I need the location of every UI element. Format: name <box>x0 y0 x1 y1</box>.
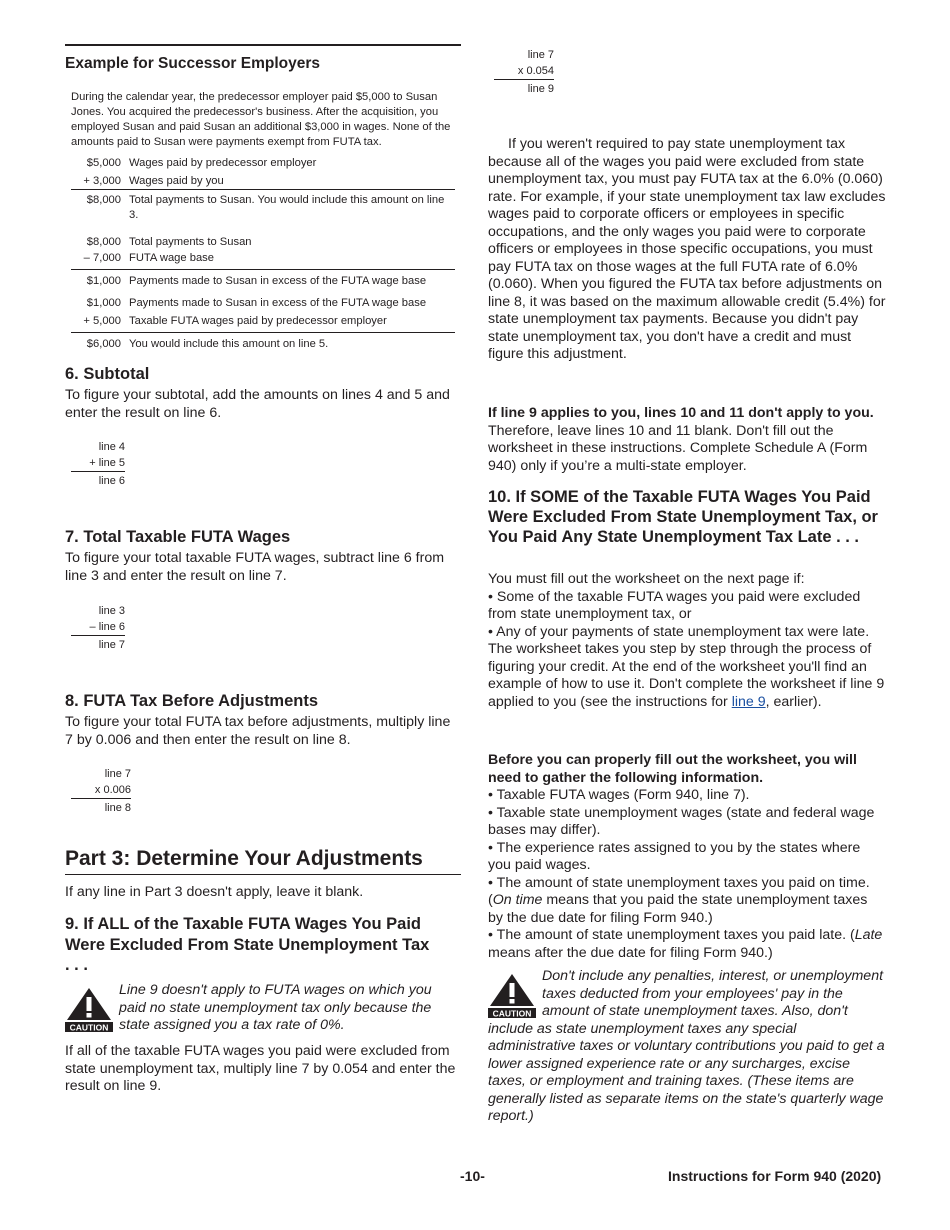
section-6-heading: 6. Subtotal <box>65 365 150 383</box>
list-item: • Taxable state unemployment wages (state and federal wage bases may differ). <box>488 804 875 838</box>
list-item: • Taxable FUTA wages (Form 940, line 7). <box>488 787 750 803</box>
section-9-body: If all of the taxable FUTA wages you paid were excluded from state unemployment tax, multiply line 7 by 0.054 and enter the result on line 9. <box>65 1043 456 1094</box>
section-7-calc: line 3 – line 6 line 7 <box>71 603 125 653</box>
section-10-body: You must fill out the worksheet on the next page if: • Some of the taxable FUTA wages you paid were excluded from state unemployment tax, or • Any of your payments of state unemployment tax were late. The worksheet takes you step by step through the process of figuring your credit. At the end of the worksheet you'll find an example of how to use it. Don't complete the worksheet if line 9 applied to you (see the instructions for line 9, earlier). <box>488 571 885 710</box>
section-10-gather: Before you can properly fill out the worksheet, you will need to gather the following information. <box>488 752 857 786</box>
section-8-body: To figure your total FUTA tax before adjustments, multiply line 7 by 0.006 and then enter the result on line 8. <box>65 714 451 748</box>
table-row: – 7,000 FUTA wage base <box>83 252 214 264</box>
svg-text:CAUTION: CAUTION <box>69 1022 109 1032</box>
example-title: Example for Successor Employers <box>65 55 321 72</box>
page-number: -10- <box>460 1168 485 1184</box>
list-item: • Any of your payments of state unemployment tax were late. <box>488 623 870 640</box>
section-8-calc: line 7 x 0.006 line 8 <box>71 766 131 816</box>
section-9-heading: 9. If ALL of the Taxable FUTA Wages You Paid Were Excluded From State Unemployment Tax . . . <box>65 915 430 974</box>
table-row: $1,000 Payments made to Susan in excess of the FUTA wage base <box>86 297 427 309</box>
section-10-caution-text: Don't include any penalties, interest, or unemployment taxes deducted from your employees' pay in the amount of state unemployment taxes. Also, don't include as state unemployment taxes any special administrative taxes or voluntary contributions you paid to get a lower assigned experience rate or any surcharges, excise taxes, or employment and training taxes. (These items are generally listed as separate items on the state's quarterly wage report.) <box>488 968 885 1124</box>
section-9-para: If you weren't required to pay state unemployment tax because all of the wages you paid were excluded from state unemployment tax, you must pay FUTA tax at the 6.0% (0.060) rate. For example, if your state unemployment tax law excludes wages paid to corporate officers or employees in specific occupations, and the only wages you paid were to corporate officers or employees in those specific occupations, you must pay FUTA tax on those wages at the full FUTA rate of 6.0% (0.060). When you figured the FUTA tax before adjustments on line 8, it was based on the maximum allowable credit (5.4%) for state unemployment tax payments. Because you didn't pay state unemployment tax, you don't have a credit and must figure this adjustment. <box>488 136 886 362</box>
example-table-2 <box>71 235 455 289</box>
table-row: $8,000 Total payments to Susan. You would include this amount on line 3. <box>71 189 455 223</box>
part-3-intro: If any line in Part 3 doesn't apply, leave it blank. <box>65 884 364 900</box>
table-row: $8,000 Total payments to Susan <box>86 236 252 248</box>
document-title: Instructions for Form 940 (2020) <box>668 1168 882 1184</box>
section-9-calc: line 7 x 0.054 line 9 <box>494 47 554 97</box>
list-item: • The amount of state unemployment taxes you paid late. (Late means after the due date for filing Form 940.) <box>488 927 883 961</box>
list-item: • Some of the taxable FUTA wages you paid were excluded from state unemployment tax, or <box>488 588 861 622</box>
section-7-heading: 7. Total Taxable FUTA Wages <box>65 528 291 546</box>
table-row: $6,000 You would include this amount on line 5. <box>71 332 455 352</box>
section-9-note: If line 9 applies to you, lines 10 and 11 don't apply to you. Therefore, leave lines 10 and 11 blank. Don't fill out the worksheet in these instructions. Complete Schedule A (Form 940) only if you’re a multi-state employer. <box>488 405 874 474</box>
list-item: • The experience rates assigned to you by the states where you paid wages. <box>488 839 861 873</box>
example-top-rule <box>65 44 461 46</box>
part-3-title: Part 3: Determine Your Adjustments <box>65 847 461 875</box>
example-table-3 <box>71 296 455 352</box>
section-6-calc: line 4 + line 5 line 6 <box>71 439 125 489</box>
section-8-heading: 8. FUTA Tax Before Adjustments <box>65 692 319 710</box>
section-10-heading: 10. If SOME of the Taxable FUTA Wages You Paid Were Excluded From State Unemployment Tax, or You Paid Any State Unemployment Tax Late . . . <box>488 488 878 546</box>
example-intro: During the calendar year, the predecessor employer paid $5,000 to Susan Jones. You acquired the predecessor's business. After the acquisition, you employed Susan and paid Susan an additional $3,000 in wages. None of the amounts paid to Susan were payments exempt from FUTA tax. <box>71 91 451 148</box>
list-item: • The amount of state unemployment taxes you paid on time. (On time means that you paid the state unemployment taxes by the due date for filing Form 940.) <box>488 874 870 926</box>
table-row: $5,000 Wages paid by predecessor employer <box>86 157 317 169</box>
table-row: + 3,000 Wages paid by you <box>83 175 224 187</box>
caution-icon <box>65 986 113 1032</box>
section-10-list <box>488 787 886 962</box>
table-row: + 5,000 Taxable FUTA wages paid by predecessor employer <box>83 315 387 327</box>
section-9-caution-text: Line 9 doesn't apply to FUTA wages on which you paid no state unemployment tax only because the state assigned you a tax rate of 0%. <box>119 982 432 1033</box>
table-row: $1,000 Payments made to Susan in excess of the FUTA wage base <box>71 269 455 289</box>
section-6-body: To figure your subtotal, add the amounts on lines 4 and 5 and enter the result on line 6. <box>65 387 450 421</box>
svg-text:CAUTION: CAUTION <box>492 1008 532 1018</box>
section-7-body: To figure your total taxable FUTA wages, subtract line 6 from line 3 and enter the result on line 7. <box>65 550 445 584</box>
line-9-link[interactable]: line 9 <box>731 693 766 710</box>
example-table-1 <box>71 156 455 223</box>
